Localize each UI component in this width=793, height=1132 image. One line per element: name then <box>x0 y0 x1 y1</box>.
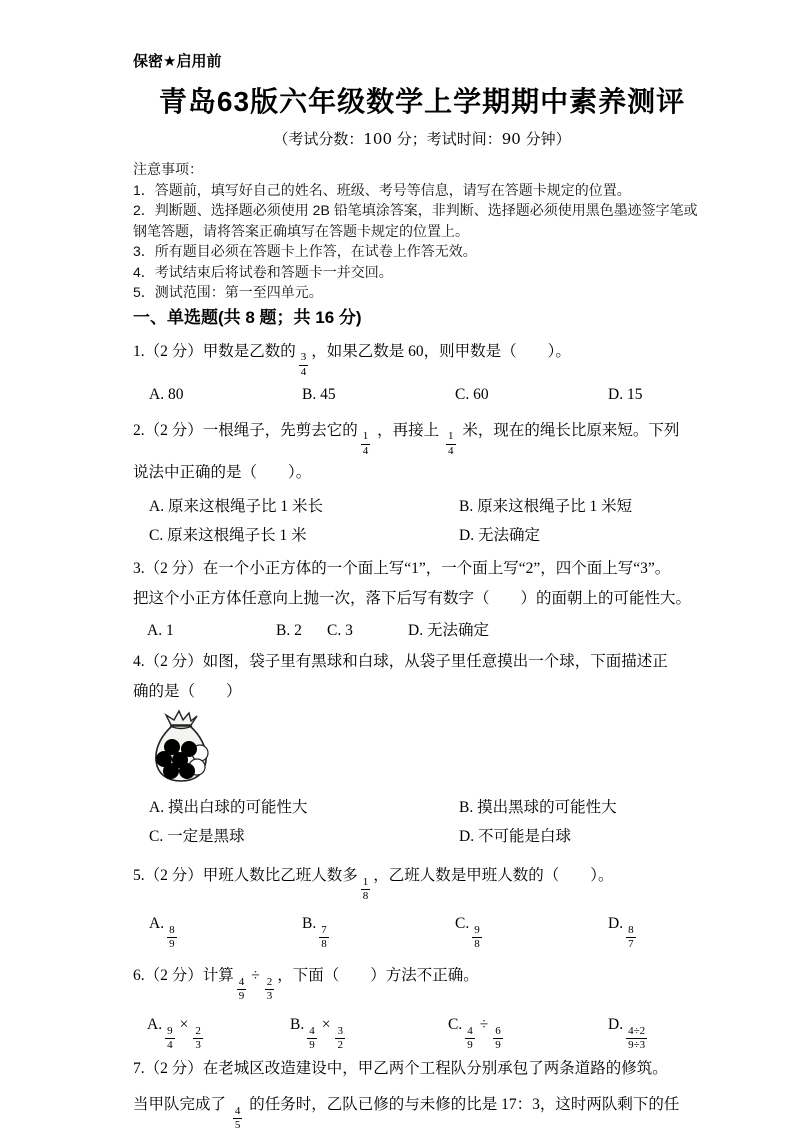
divide-operator: ÷ <box>479 1015 489 1033</box>
fraction-2-3: $\frac{2}{3}$ <box>266 975 273 1003</box>
question-1 <box>133 334 711 409</box>
question-2 <box>133 413 711 550</box>
question-4-stem-line2: 确的是（ ） <box>133 682 242 700</box>
section-1-heading: 一、单选题(共 8 题；共 16 分) <box>133 307 362 327</box>
question-1-stem <box>133 334 711 379</box>
question-3 <box>133 554 711 645</box>
question-6 <box>133 957 711 1052</box>
question-5-text-cont: ，乙班人数是甲班人数的（ ）。 <box>373 866 614 884</box>
fraction-8-9: $\frac{8}{9}$ <box>169 923 175 951</box>
question-3-stem-line2: 把这个小正方体任意向上抛一次，落下后写有数字（ ）的面朝上的可能性大。 <box>133 589 692 607</box>
fraction-1-4: $\frac{1}{4}$ <box>448 430 454 458</box>
question-4-options-row1 <box>133 793 711 822</box>
exam-score-time-meta: （考试分数：100 分；考试时间：90 分钟） <box>273 130 571 148</box>
option-1d: D. 15 <box>608 385 643 403</box>
option-1a: A. 80 <box>149 385 184 403</box>
fraction-6-9: $\frac{6}{9}$ <box>495 1024 501 1052</box>
question-5-options <box>133 905 711 951</box>
question-2-text-mid: ，再接上 <box>373 421 444 439</box>
option-3b: B. 2 <box>276 621 302 639</box>
multiply-operator: × <box>179 1015 189 1033</box>
option-4b: B. 摸出黑球的可能性大 <box>459 798 617 816</box>
option-2c: C. 原来这根绳子长 1 米 <box>149 526 307 544</box>
bag-image <box>149 709 213 785</box>
option-2d: D. 无法确定 <box>459 526 540 544</box>
option-5c: C. $\frac{9}{8}$ <box>455 914 480 951</box>
question-1-text-cont: ，如果乙数是 60，则甲数是（ ）。 <box>311 342 571 360</box>
fraction-9-4: $\frac{9}{4}$ <box>167 1024 173 1052</box>
question-7-stem-line1: 7.（2 分）在老城区改造建设中，甲乙两个工程队分别承包了两条道路的修筑。 <box>133 1059 668 1077</box>
option-5d: D. $\frac{8}{7}$ <box>608 914 634 951</box>
question-5-text: 5.（2 分）甲班人数比乙班人数多 <box>133 866 358 884</box>
option-2a: A. 原来这根绳子比 1 米长 <box>149 497 323 515</box>
question-7-text-cont: 的任务时，乙队已修的与未修的比是 17：3，这时两队剩下的任 <box>245 1095 680 1113</box>
question-4 <box>133 647 711 851</box>
notice-line-3: 3．所有题目必须在答题卡上作答，在试卷上作答无效。 <box>133 243 477 259</box>
fraction-4-9: $\frac{4}{9}$ <box>238 975 245 1003</box>
option-4a: A. 摸出白球的可能性大 <box>149 798 308 816</box>
fraction-2-3: $\frac{2}{3}$ <box>195 1024 201 1052</box>
notice-line-4: 4．考试结束后将试卷和答题卡一并交回。 <box>133 263 393 280</box>
question-1-text: 1.（2 分）甲数是乙数的 <box>133 342 296 360</box>
option-4c: C. 一定是黑球 <box>149 827 245 845</box>
question-2-text-cont: 米，现在的绳长比原来短。下列 <box>458 421 680 439</box>
question-3-stem-line1: 3.（2 分）在一个小正方体的一个面上写“1”，一个面上写“2”，四个面上写“3”。 <box>133 559 671 577</box>
fraction-3-2: $\frac{3}{2}$ <box>337 1024 343 1052</box>
option-3a: A. 1 <box>147 621 174 639</box>
question-7-text: 当甲队完成了 <box>133 1095 230 1113</box>
question-6-text: 6.（2 分）计算 <box>133 966 234 984</box>
fraction-4-9: $\frac{4}{9}$ <box>309 1024 315 1052</box>
option-2b: B. 原来这根绳子比 1 米短 <box>459 497 633 515</box>
notices-section <box>133 159 711 303</box>
question-2-options-row1 <box>133 492 711 521</box>
question-1-options <box>133 380 711 409</box>
option-5a: A. $\frac{8}{9}$ <box>149 914 175 951</box>
fraction-8-7: $\frac{8}{7}$ <box>628 923 634 951</box>
question-4-options-row2 <box>133 822 711 851</box>
option-1c: C. 60 <box>455 385 489 403</box>
option-1b: B. 45 <box>302 385 336 403</box>
option-5b: B. $\frac{7}{8}$ <box>302 914 327 951</box>
option-6c: C. $\frac{4}{9}$ ÷ $\frac{6}{9}$ <box>448 1015 501 1052</box>
fraction-7-8: $\frac{7}{8}$ <box>321 923 327 951</box>
question-7 <box>133 1054 711 1132</box>
option-6a: A. $\frac{9}{4}$ × $\frac{2}{3}$ <box>147 1015 201 1052</box>
option-3c: C. 3 <box>327 621 353 639</box>
option-6d: D. $\frac{4\div 2}{9\div 3}$ <box>608 1015 646 1052</box>
fraction-9-8: $\frac{9}{8}$ <box>474 923 480 951</box>
question-5-stem <box>133 857 711 903</box>
option-6b: B. $\frac{4}{9}$ × $\frac{3}{2}$ <box>290 1015 343 1052</box>
fraction-1-8: $\frac{1}{8}$ <box>362 875 369 903</box>
bag-of-balls-figure <box>149 709 711 785</box>
multiply-operator: × <box>321 1015 331 1033</box>
option-3d: D. 无法确定 <box>408 621 489 639</box>
fraction-4div2-9div3: $\frac{4\div 2}{9\div 3}$ <box>628 1024 646 1052</box>
question-2-stem <box>133 413 711 458</box>
fraction-4-9: $\frac{4}{9}$ <box>467 1024 473 1052</box>
fraction-1-4: $\frac{1}{4}$ <box>362 430 369 458</box>
option-4d: D. 不可能是白球 <box>459 827 571 845</box>
divide-operator: ÷ <box>251 966 260 984</box>
question-5 <box>133 857 711 951</box>
question-6-stem <box>133 957 711 1003</box>
question-7-stem-line2 <box>133 1084 711 1132</box>
fraction-3-4: $\frac{3}{4}$ <box>300 351 307 378</box>
question-4-stem-line1: 4.（2 分）如图，袋子里有黑球和白球，从袋子里任意摸出一个球，下面描述正 <box>133 652 668 670</box>
notice-line-1: 1．答题前，填写好自己的姓名、班级、考号等信息，请写在答题卡规定的位置。 <box>133 181 631 198</box>
notice-line-2-cont: 钢笔答题，请将答案正确填写在答题卡规定的位置上。 <box>133 222 469 239</box>
notices-heading: 注意事项： <box>133 161 203 177</box>
secrecy-label: 保密★启用前 <box>133 53 222 70</box>
question-2-options-row2 <box>133 521 711 550</box>
question-3-options <box>133 616 711 645</box>
notice-line-2: 2．判断题、选择题必须使用 2B 铅笔填涂答案，非判断、选择题必须使用黑色墨迹签字笔或 <box>133 202 698 218</box>
page-title: 青岛63版六年级数学上学期期中素养测评 <box>158 86 686 117</box>
question-6-options <box>133 1005 711 1052</box>
notice-line-5: 5．测试范围：第一至四单元。 <box>133 284 323 300</box>
fraction-4-5: $\frac{4}{5}$ <box>234 1104 241 1132</box>
question-2-text: 2.（2 分）一根绳子，先剪去它的 <box>133 421 358 439</box>
question-6-text-cont: ，下面（ ）方法不正确。 <box>277 966 479 984</box>
question-2-stem-line2: 说法中正确的是（ ）。 <box>133 463 312 481</box>
